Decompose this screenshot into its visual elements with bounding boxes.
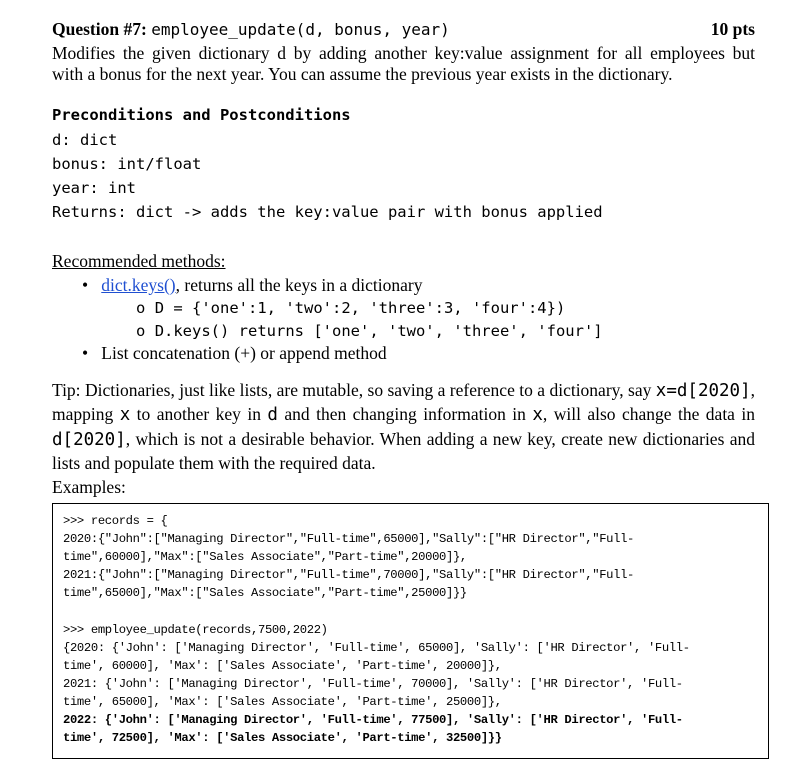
conditions-heading: Preconditions and Postconditions: [52, 106, 351, 124]
code-line: time",60000],"Max":["Sales Associate","Part-time",20000]},: [63, 550, 467, 564]
code-line: {2020: {'John': ['Managing Director', 'Full-time', 65000], 'Sally': ['HR Director', 'Full-: [63, 641, 690, 655]
code-line-result: time', 72500], 'Max': ['Sales Associate', 'Part-time', 32500]}}: [63, 731, 502, 745]
code-line: 2020:{"John":["Managing Director","Full-time",65000],"Sally":["HR Director","Full-: [63, 532, 635, 546]
examples-heading: Examples:: [52, 477, 126, 497]
description-line: Modifies the given dictionary d by adding another key:value assignment for all employees but: [52, 43, 755, 63]
method-subitem: o D = {'one':1, 'two':2, 'three':3, 'four':4}): [136, 299, 566, 317]
code-line: time",65000],"Max":["Sales Associate","Part-time",25000]}}: [63, 586, 467, 600]
code-line: >>> employee_update(records,7500,2022): [63, 623, 328, 637]
condition-line: Returns: dict -> adds the key:value pair with bonus applied: [52, 203, 603, 221]
circle-bullet-icon: o: [136, 299, 146, 317]
method-item: • dict.keys(), returns all the keys in a dictionary: [82, 275, 423, 295]
code-line: >>> records = {: [63, 514, 168, 528]
points: [711, 19, 755, 40]
circle-bullet-icon: o: [136, 322, 146, 340]
method-subitem: o D.keys() returns ['one', 'two', 'three', 'four']: [136, 322, 603, 340]
code-line: 2021: {'John': ['Managing Director', 'Full-time', 70000], 'Sally': ['HR Director', 'Full-: [63, 677, 683, 691]
dict-keys-link[interactable]: dict.keys(): [101, 275, 176, 295]
methods-heading: Recommended methods:: [52, 251, 226, 271]
code-line-result: 2022: {'John': ['Managing Director', 'Full-time', 77500], 'Sally': ['HR Director', 'Full-: [63, 713, 683, 727]
condition-line: year: int: [52, 179, 136, 197]
tip-line: lists and populate them with the required data.: [52, 453, 376, 473]
code-line: time', 60000], 'Max': ['Sales Associate', 'Part-time', 20000]},: [63, 659, 502, 673]
bullet-icon: •: [82, 275, 89, 295]
method-item: • List concatenation (+) or append method: [82, 343, 387, 363]
points-label: 10 pts: [710, 19, 755, 39]
function-signature: employee_update(d, bonus, year): [151, 20, 450, 39]
tip-line: Tip: Dictionaries, just like lists, are mutable, so saving a reference to a dictionary, say x=d[2020],: [52, 380, 755, 401]
description-line: with a bonus for the next year. You can assume the previous year exists in the dictionary.: [52, 64, 673, 84]
question-title: [52, 19, 450, 40]
condition-line: bonus: int/float: [52, 155, 202, 173]
examples-box: [52, 503, 769, 759]
tip-line: mapping x to another key in d and then changing information in x, will also change the data in: [52, 404, 755, 425]
code-line: time', 65000], 'Max': ['Sales Associate', 'Part-time', 25000]},: [63, 695, 502, 709]
condition-line: d: dict: [52, 131, 118, 149]
tip-line: d[2020], which is not a desirable behavior. When adding a new key, create new dictionaries and: [52, 429, 755, 450]
question-label: Question #7:: [52, 19, 147, 39]
code-line: 2021:{"John":["Managing Director","Full-time",70000],"Sally":["HR Director","Full-: [63, 568, 635, 582]
bullet-icon: •: [82, 343, 89, 363]
